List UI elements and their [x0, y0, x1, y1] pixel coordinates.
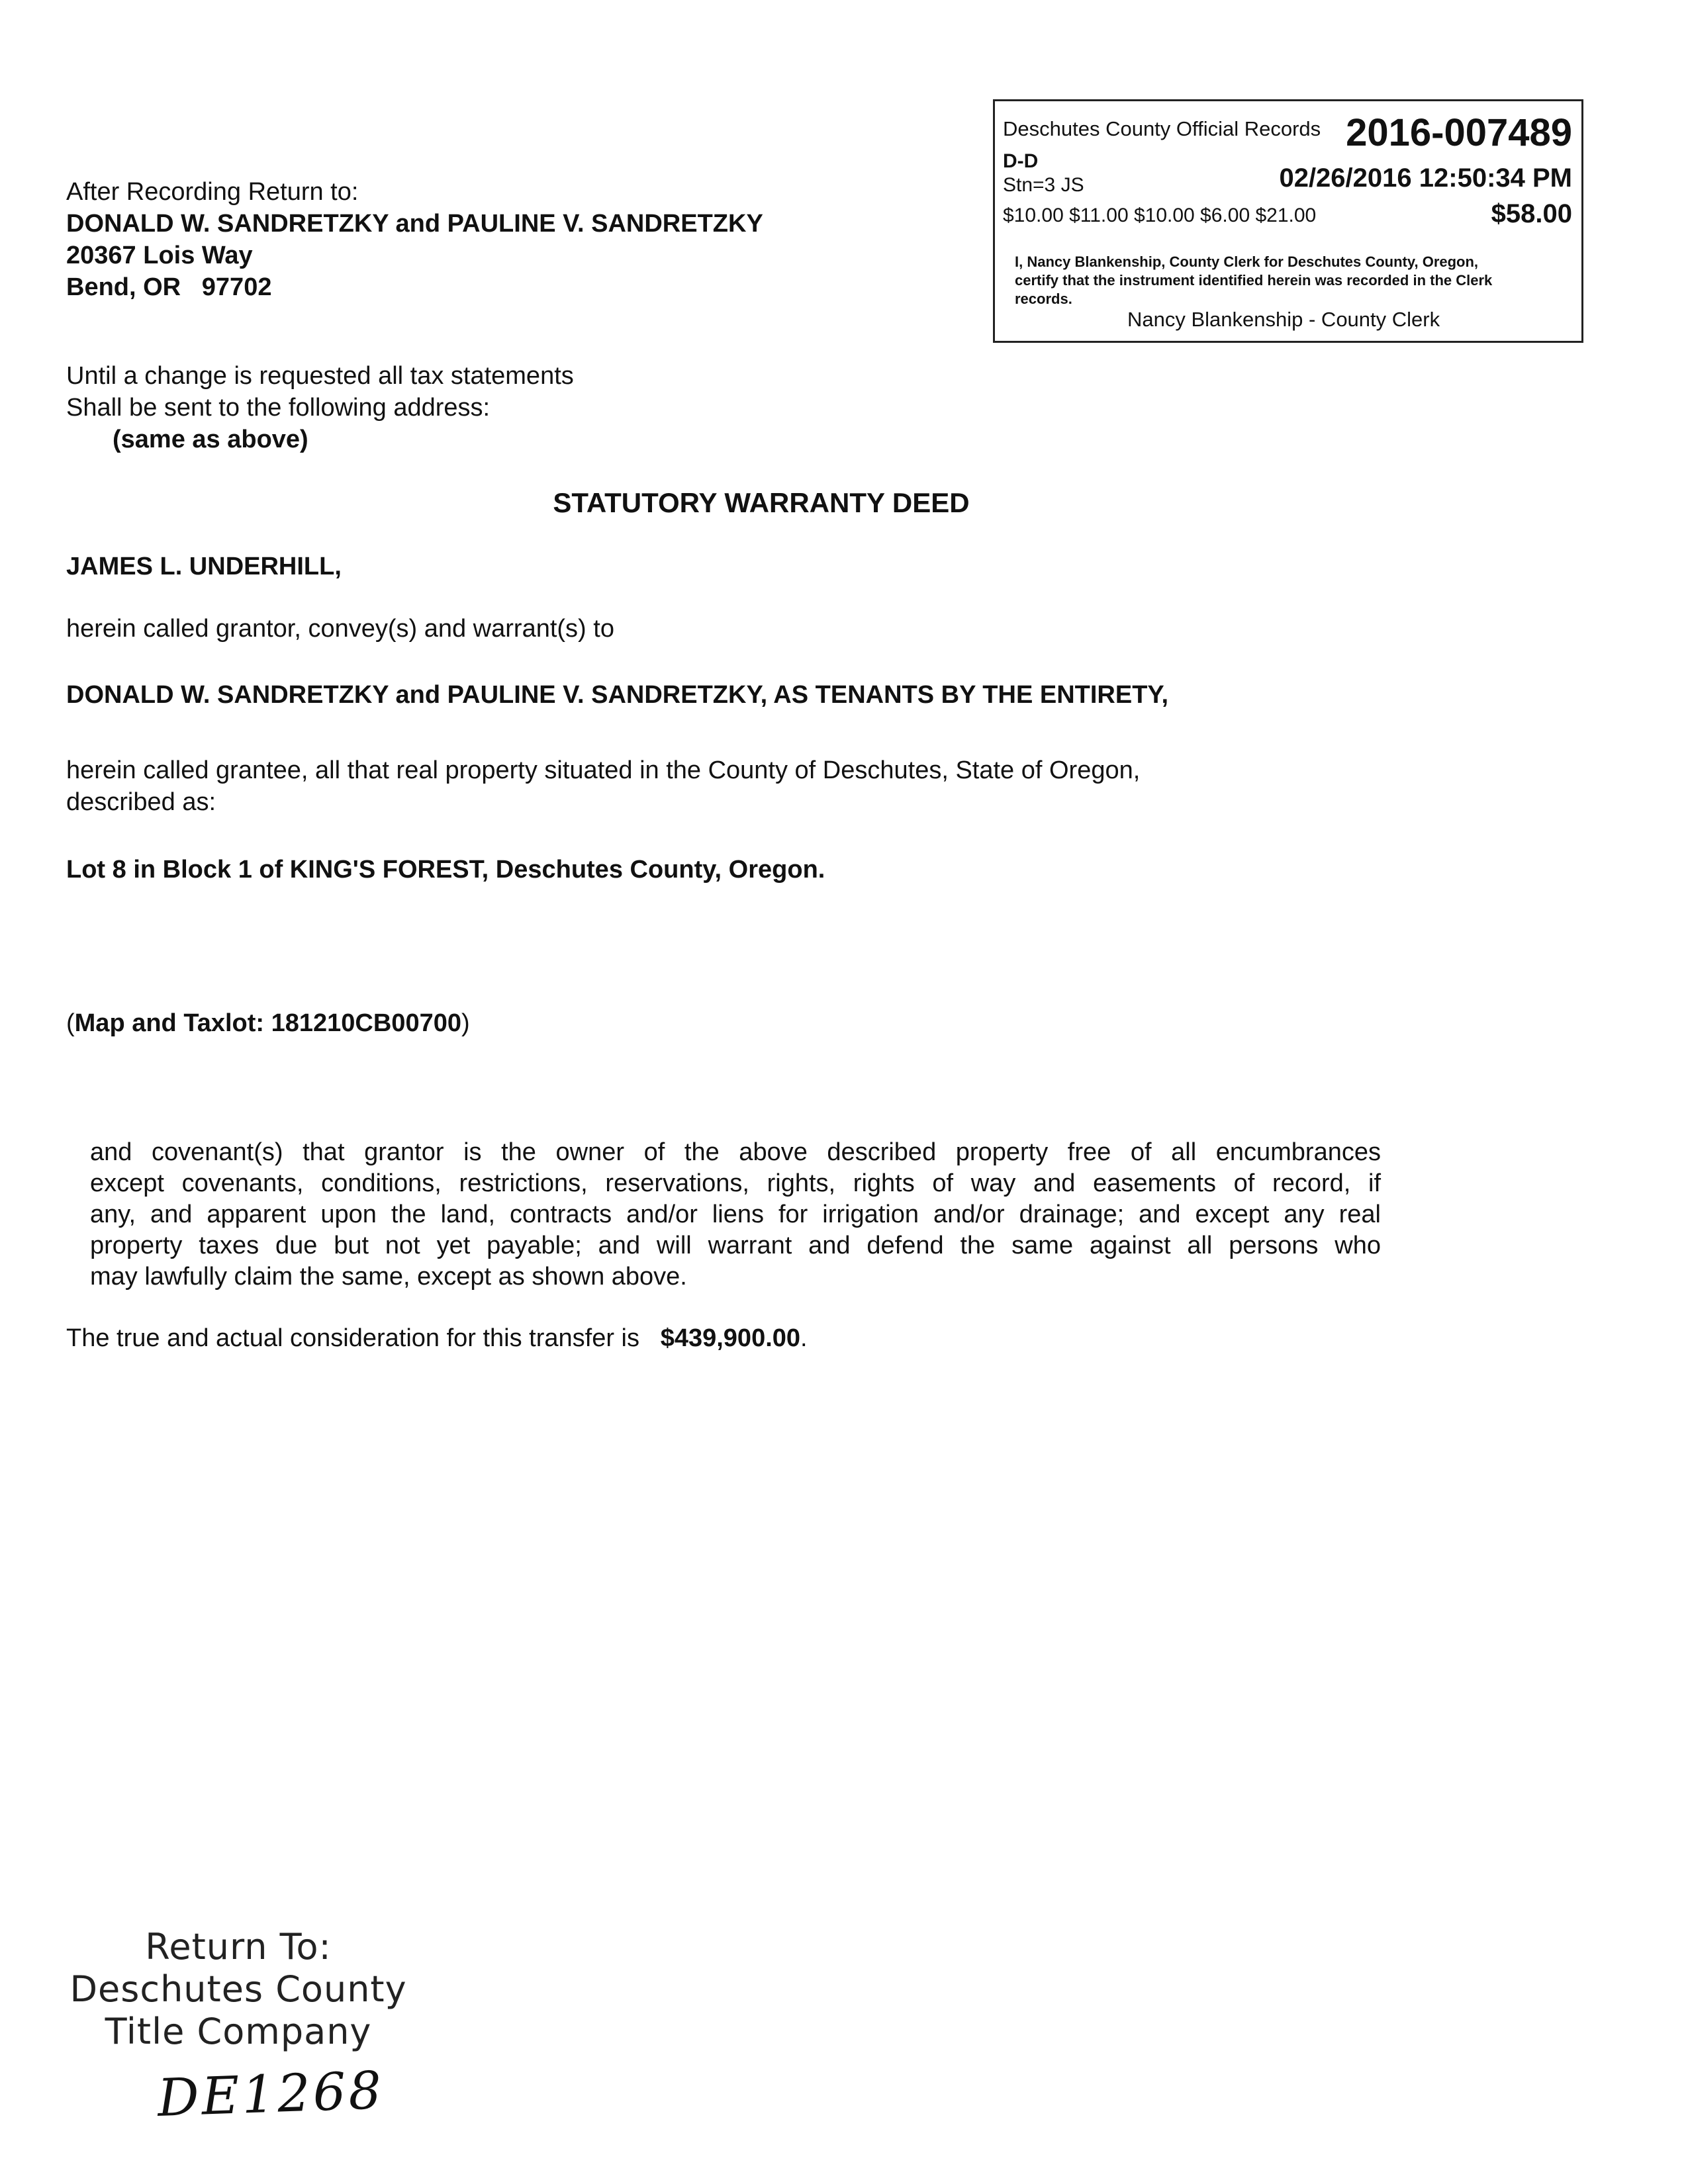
return-heading: After Recording Return to: [66, 178, 359, 206]
map-taxlot-close-paren: ) [461, 1009, 470, 1037]
grantee-name: DONALD W. SANDRETZKY and PAULINE V. SANDRETZKY, AS TENANTS BY THE ENTIRETY, [66, 681, 1169, 709]
grantor-clause: herein called grantor, convey(s) and warrant(s) to [66, 615, 614, 643]
stamp-certification-3: records. [1015, 291, 1072, 307]
map-taxlot [66, 1007, 470, 1039]
recording-stamp [993, 99, 1583, 343]
stamp-doc-type: D-D [1003, 150, 1039, 172]
grantor-name: JAMES L. UNDERHILL, [66, 553, 342, 580]
stamp-office: Deschutes County Official Records [1003, 117, 1321, 140]
consideration [66, 1322, 808, 1354]
stamp-record-number: 2016-007489 [1346, 111, 1572, 154]
grantee-clause-2: described as: [66, 788, 216, 816]
return-to-stamp [66, 1926, 410, 2053]
consideration-period: . [800, 1324, 808, 1352]
tax-statement-line-2: Shall be sent to the following address: [66, 394, 491, 422]
stamp-fees: $10.00 $11.00 $10.00 $6.00 $21.00 [1003, 205, 1317, 226]
stamp-clerk-signature: Nancy Blankenship - County Clerk [1127, 308, 1440, 331]
covenant-paragraph [90, 1137, 1381, 1293]
covenant-line: and covenant(s) that grantor is the owner of the above described property free of all encumbrances [90, 1138, 1381, 1166]
stamp-certification-1: I, Nancy Blankenship, County Clerk for Deschutes County, Oregon, [1015, 253, 1479, 270]
tax-statement-line-3: (same as above) [113, 426, 308, 453]
handwritten-file-number: DE1268 [156, 2061, 385, 2128]
tax-statement-line-1: Until a change is requested all tax statements [66, 362, 574, 390]
return-to-stamp-line-2: Deschutes County [70, 1968, 407, 2010]
stamp-total: $58.00 [1491, 199, 1572, 228]
stamp-datetime: 02/26/2016 12:50:34 PM [1279, 163, 1572, 193]
legal-description: Lot 8 in Block 1 of KING'S FOREST, Deschutes County, Oregon. [66, 856, 825, 884]
consideration-amount: $439,900.00 [660, 1324, 801, 1352]
return-city: Bend, OR 97702 [66, 273, 272, 301]
stamp-station: Stn=3 JS [1003, 174, 1084, 196]
return-names: DONALD W. SANDRETZKY and PAULINE V. SANDRETZKY [66, 210, 763, 238]
map-taxlot-open-paren: ( [66, 1009, 75, 1037]
return-street: 20367 Lois Way [66, 242, 253, 269]
grantee-clause-1: herein called grantee, all that real property situated in the County of Deschutes, State of Oregon, [66, 756, 1141, 784]
map-taxlot-value: Map and Taxlot: 181210CB00700 [74, 1009, 461, 1037]
stamp-certification-2: certify that the instrument identified herein was recorded in the Clerk [1015, 272, 1493, 289]
return-to-stamp-line-1: Return To: [145, 1926, 332, 1968]
covenant-line: any, and apparent upon the land, contracts and/or liens for irrigation and/or drainage; and except any real [90, 1201, 1381, 1228]
return-to-stamp-line-3: Title Company [105, 2011, 372, 2052]
covenant-line: may lawfully claim the same, except as shown above. [90, 1263, 687, 1291]
covenant-line: except covenants, conditions, restrictions, reservations, rights, rights of way and easements of record, if [90, 1169, 1381, 1197]
consideration-text: The true and actual consideration for this transfer is [66, 1324, 640, 1352]
covenant-line: property taxes due but not yet payable; and will warrant and defend the same against all persons who [90, 1232, 1381, 1259]
deed-title: STATUTORY WARRANTY DEED [553, 487, 970, 518]
